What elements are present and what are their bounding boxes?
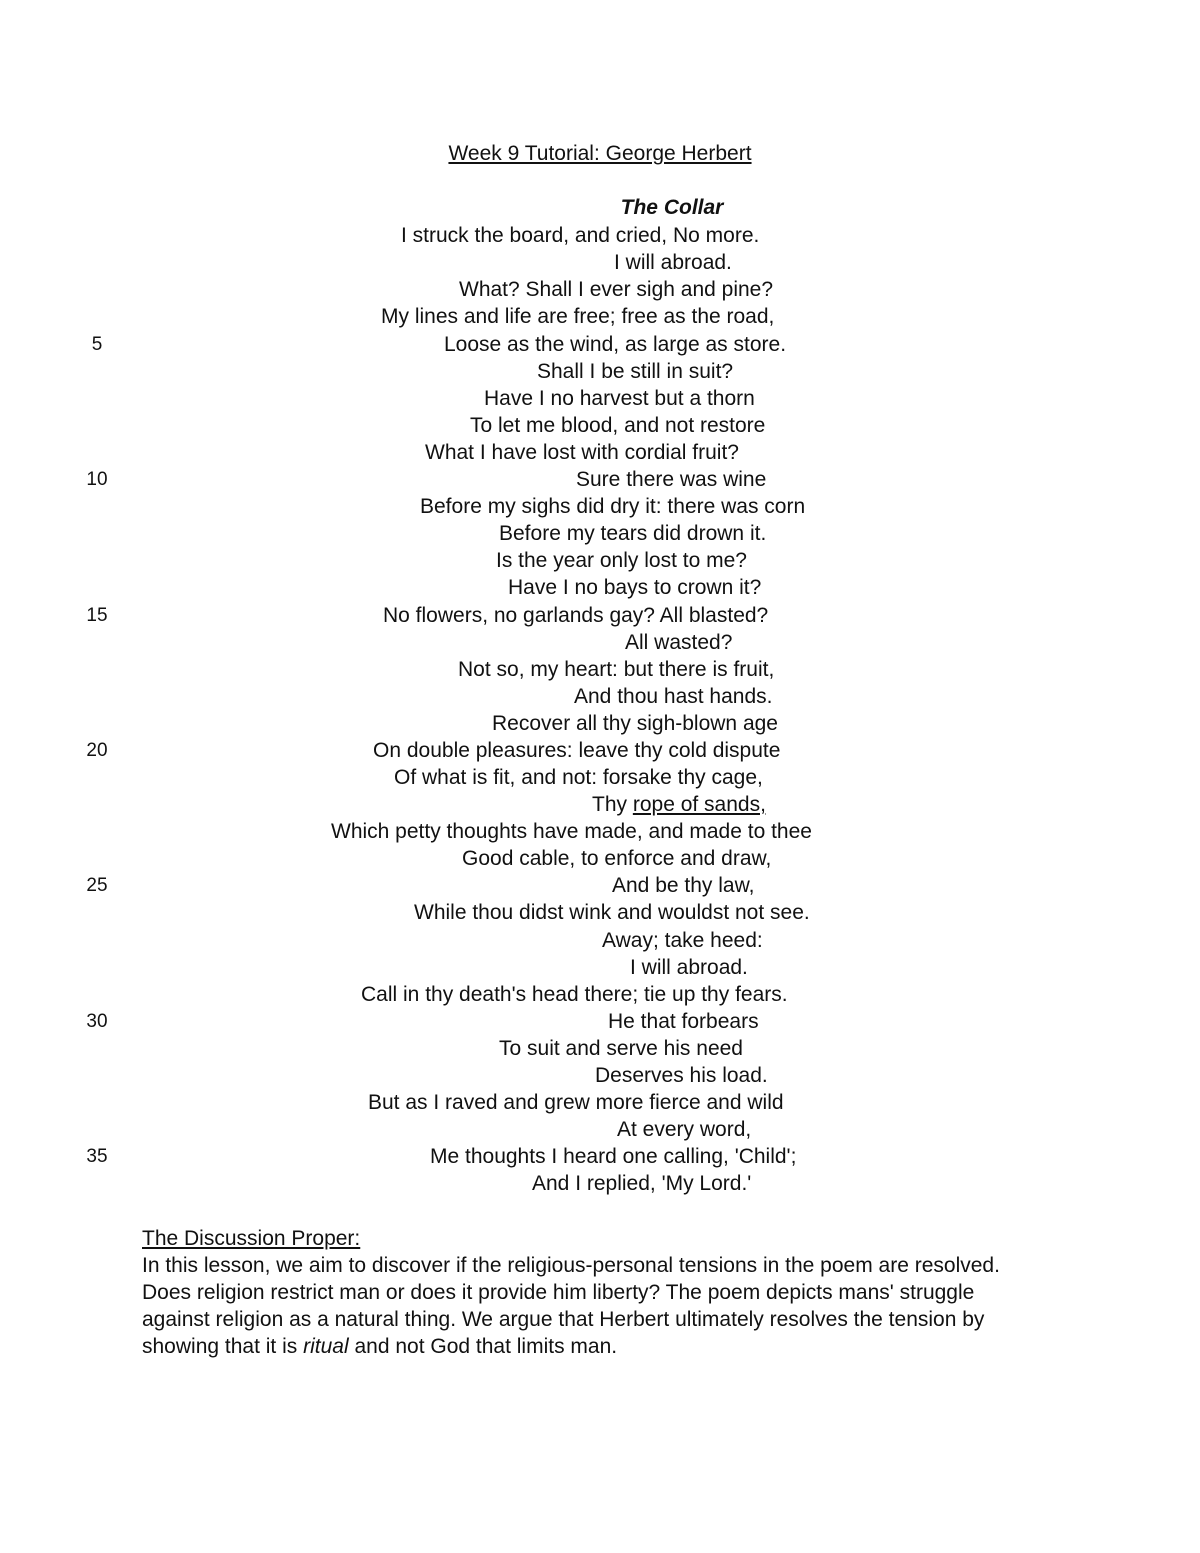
poem-line-content: What? Shall I ever sigh and pine? [459,278,774,301]
poem-line [0,1008,1200,1035]
line-number: 25 [86,875,108,896]
poem-line-content: I will abroad. [630,956,748,979]
poem-line [0,1035,1200,1062]
poem-line-text [470,412,765,439]
poem-line-text [499,520,766,547]
poem-line-text [592,791,766,818]
poem-line-text [420,493,805,520]
poem-line-content: Before my sighs did dry it: there was corn [420,495,806,518]
poem-line [0,845,1200,872]
poem-line [0,358,1200,385]
poem-line-content: Recover all thy sigh-blown age [492,712,778,735]
poem-line-text [462,845,771,872]
poem-line-text [499,1035,743,1062]
poem-line-content: Away; take heed: [602,929,763,952]
page-title: Week 9 Tutorial: George Herbert [448,142,752,165]
poem-line-content: Not so, my heart: but there is fruit, [458,658,775,681]
poem-line-content: Sure there was wine [576,468,767,491]
poem-line-content: But as I raved and grew more fierce and wild [368,1091,784,1114]
poem-line [0,981,1200,1008]
poem-line [0,927,1200,954]
poem-line [0,602,1200,629]
poem-line-text [425,439,739,466]
poem-line-content: Good cable, to enforce and draw, [462,847,772,870]
poem-line-text [381,303,774,330]
poem-line-content: Loose as the wind, as large as store. [444,333,787,356]
poem-line [0,1062,1200,1089]
poem-line-content: Of what is fit, and not: forsake thy cage, [394,766,763,789]
poem-line [0,493,1200,520]
poem-line [0,656,1200,683]
poem-line-content: Before my tears did drown it. [499,522,767,545]
line-number: 15 [86,605,108,626]
poem-line-content: All wasted? [625,631,733,654]
discussion-text-before: In this lesson, we aim to discover if the religious-personal tensions in the poem are resolved. Does religion restrict man or does it provide him liberty? The poem depicts mans' struggle against religion as a natural thing. We argue that Herbert ultimately resolves the tension by showing that it is [142,1254,1000,1358]
poem-line-content: On double pleasures: leave thy cold dispute [373,739,781,762]
poem-line-text [608,1008,759,1035]
poem-line [0,303,1200,330]
line-number: 10 [86,469,108,490]
poem-line-text [458,656,774,683]
poem-line-content: While thou didst wink and wouldst not see. [414,901,810,924]
poem-line [0,683,1200,710]
poem-line [0,466,1200,493]
poem-line-content: Shall I be still in suit? [537,360,734,383]
poem-line-text [612,872,754,899]
poem-line-text [383,602,768,629]
poem-line-content: To suit and serve his need [499,1037,743,1060]
poem-line [0,954,1200,981]
poem-line-text [602,927,763,954]
poem-line-content: Me thoughts I heard one calling, 'Child'; [430,1145,797,1168]
poem-line-content: No flowers, no garlands gay? All blasted? [383,604,769,627]
poem-line-content: He that forbears [608,1010,759,1033]
poem-line-content: My lines and life are free; free as the road, [381,305,775,328]
poem-line [0,872,1200,899]
poem-line-text [625,629,732,656]
poem-line [0,1170,1200,1197]
line-number: 5 [91,334,103,355]
poem-line-content: Deserves his load. [595,1064,768,1087]
poem-line-text [430,1143,796,1170]
poem-line-text [459,276,773,303]
poem-line-content: I struck the board, and cried, No more. [401,224,760,247]
poem-line [0,791,1200,818]
poem-line [0,276,1200,303]
poem-line-text [484,385,755,412]
poem-line-text [537,358,733,385]
poem-line [0,331,1200,358]
poem-line-text [630,954,748,981]
poem-line [0,737,1200,764]
poem-line-content: Have I no bays to crown it? [508,576,762,599]
poem-line-text [361,981,788,1008]
poem-line-text [331,818,812,845]
poem-line-text [492,710,778,737]
poem-line [0,222,1200,249]
discussion-section [142,1225,1042,1360]
poem-line-content: To let me blood, and not restore [470,414,766,437]
poem-line [0,899,1200,926]
poem-line [0,629,1200,656]
poem-line [0,764,1200,791]
poem-line-content: At every word, [617,1118,752,1141]
poem-line [0,249,1200,276]
poem-line-text [368,1089,784,1116]
poem-line-text [414,899,810,926]
poem-line-content: Which petty thoughts have made, and made to thee [331,820,812,843]
poem-line [0,520,1200,547]
poem-line-content: And thou hast hands. [574,685,773,708]
discussion-emphasis: ritual [303,1335,349,1358]
poem-line [0,818,1200,845]
poem-line-content: What I have lost with cordial fruit? [425,441,739,464]
poem-line-content: And I replied, 'My Lord.' [532,1172,752,1195]
poem-line-text [617,1116,751,1143]
poem-line-text [508,574,761,601]
poem-line-text [574,683,773,710]
poem-line-text [576,466,766,493]
poem-line-text [496,547,747,574]
poem-line-text [394,764,763,791]
poem-line-text [373,737,780,764]
poem-line [0,1143,1200,1170]
poem-line-text [444,331,786,358]
poem-line-content: Thy [592,793,633,816]
poem-line-content: And be thy law, [612,874,755,897]
poem-line-content: Have I no harvest but a thorn [484,387,755,410]
underlined-phrase: rope of sands, [632,793,766,816]
poem-line [0,1116,1200,1143]
line-number: 30 [86,1011,108,1032]
poem-line [0,385,1200,412]
poem-line-text [614,249,732,276]
poem-line [0,1089,1200,1116]
discussion-text-after: and not God that limits man. [348,1335,618,1358]
poem-line-content: I will abroad. [614,251,732,274]
discussion-heading: The Discussion Proper: [142,1227,361,1250]
poem-title: The Collar [620,196,724,219]
line-number: 35 [86,1146,108,1167]
poem-line [0,439,1200,466]
poem-line-text [401,222,759,249]
poem-line [0,710,1200,737]
poem-line-text [595,1062,768,1089]
poem-line [0,547,1200,574]
poem-line-content: Call in thy death's head there; tie up thy fears. [361,983,788,1006]
poem-line [0,412,1200,439]
poem-line-text [532,1170,751,1197]
line-number: 20 [86,740,108,761]
poem-line [0,574,1200,601]
poem-line-content: Is the year only lost to me? [496,549,747,572]
discussion-paragraph [142,1252,1042,1360]
